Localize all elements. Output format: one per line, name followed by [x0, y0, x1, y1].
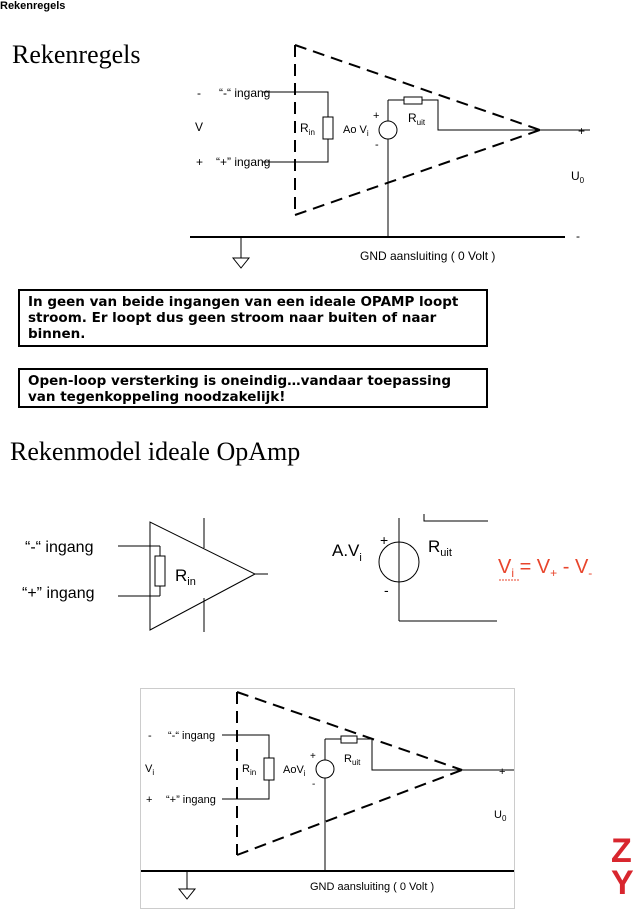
model-source-plus: + [380, 532, 389, 548]
voltage-source-circle [379, 121, 397, 139]
minus-input-label-bottom: “-“ ingang [168, 730, 216, 742]
model-rin-resistor [155, 556, 165, 586]
model-ruit-label: $R_{uit}$ [428, 537, 452, 559]
rule-line: van tegenkoppeling noodzakelijk! [28, 389, 286, 405]
rin-label-bottom: $R_{in}$ [242, 763, 257, 777]
page-header-title: Rekenregels [0, 0, 66, 12]
opamp-diagram-bottom [0, 680, 630, 909]
brand-logo-letter: Z [611, 832, 632, 870]
rin-resistor [323, 117, 333, 139]
plus-sign-bottom: + [146, 794, 153, 806]
v-label: V [195, 120, 204, 134]
rule-line: stroom. Er loopt dus geen stroom naar buiten of naar [28, 310, 437, 326]
brand-logo-letter: Y [611, 864, 634, 902]
rule-box-no-current [18, 289, 488, 347]
uo-label-bottom: $U_0$ [494, 809, 507, 823]
model-minus-input: “-“ ingang [25, 539, 94, 556]
rule-box-open-loop [18, 368, 488, 408]
output-plus-bottom: + [499, 766, 506, 778]
model-triangle [150, 522, 255, 630]
source-label-bottom: AoV$_i$ [283, 764, 306, 778]
ground-symbol-bottom [179, 889, 195, 899]
model-rin-label: $R_{in}$ [175, 566, 196, 588]
section-title-rekenmodel: Rekenmodel ideale OpAmp [10, 437, 301, 466]
source-minus: - [375, 139, 379, 151]
opamp-model-diagram [0, 500, 630, 640]
plus-input-label-bottom: “+” ingang [166, 794, 216, 806]
ruit-label: $R_{uit}$ [408, 111, 426, 127]
plus-sign: + [196, 155, 204, 169]
ruit-label-bottom: $R_{uit}$ [344, 753, 361, 767]
minus-input-label: “-“ ingang [219, 86, 271, 100]
vi-equation: $V_i = V_+ - V_-$ [498, 556, 593, 580]
gnd-label-bottom: GND aansluiting ( 0 Volt ) [310, 881, 435, 893]
output-minus: - [576, 229, 580, 243]
rin-resistor-bottom [264, 758, 274, 780]
output-minus-bottom: - [498, 865, 502, 877]
plus-input-label: “+” ingang [216, 155, 271, 169]
source-minus-bottom: - [312, 779, 316, 790]
model-source-label: $A.V_i$ [332, 541, 362, 564]
voltage-source-circle-bottom [316, 760, 334, 778]
rule-line: In geen van beide ingangen van een ideale OPAMP loopt [28, 294, 459, 310]
model-source-minus: - [384, 582, 389, 598]
source-plus: + [373, 110, 380, 122]
rin-label: $R_{in}$ [300, 121, 315, 137]
ruit-resistor-bottom [341, 736, 357, 743]
rule-line: binnen. [28, 326, 86, 342]
gnd-label: GND aansluiting ( 0 Volt ) [360, 249, 496, 263]
source-label: Ao $V_i$ [343, 124, 369, 138]
section-title-rekenregels: Rekenregels [12, 40, 141, 69]
model-plus-input: “+” ingang [22, 585, 95, 602]
source-plus-bottom: + [310, 751, 316, 762]
vi-label-bottom: $V_i$ [145, 763, 155, 777]
minus-sign: - [197, 86, 201, 100]
output-plus: + [578, 124, 586, 138]
ground-symbol [233, 258, 249, 268]
ruit-resistor [404, 97, 422, 104]
minus-sign-bottom: - [148, 730, 152, 742]
rule-line: Open-loop versterking is oneindig…vandaar toepassing [28, 373, 452, 389]
uo-label: $U_0$ [571, 169, 585, 185]
opamp-diagram-top [0, 0, 630, 280]
